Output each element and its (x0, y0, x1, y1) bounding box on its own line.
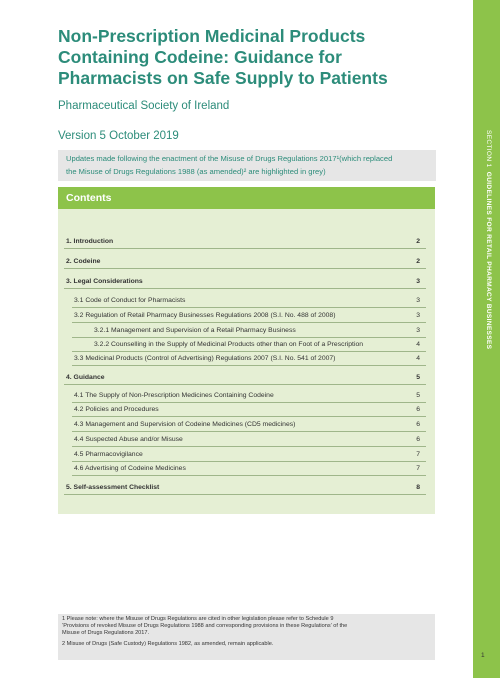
table-of-contents (58, 187, 435, 514)
toc-entry[interactable] (72, 353, 426, 366)
toc-entry-label: 4. Guidance (66, 374, 105, 381)
toc-entry[interactable] (72, 434, 426, 447)
toc-entry-page: 3 (416, 327, 420, 334)
toc-entry[interactable] (64, 482, 426, 495)
toc-entry-label: 3.1 Code of Conduct for Pharmacists (74, 297, 186, 304)
update-note-line: Updates made following the enactment of the Misuse of Drugs Regulations 2017¹(which replaced (66, 154, 393, 163)
page-number: 1 (481, 652, 485, 659)
footnote-line: 1 Please note: where the Misuse of Drugs Regulations are cited in other legislation please refer to Schedule 9 (62, 616, 334, 622)
version-label: Version 5 October 2019 (58, 130, 179, 142)
title-line: Pharmacists on Safe Supply to Patients (58, 68, 388, 88)
toc-entry[interactable] (64, 236, 426, 249)
toc-entry-label: 4.1 The Supply of Non-Prescription Medicines Containing Codeine (74, 392, 274, 399)
toc-entry-page: 4 (416, 355, 420, 362)
organization-name: Pharmaceutical Society of Ireland (58, 100, 230, 112)
title-line: Non-Prescription Medicinal Products (58, 26, 366, 46)
toc-entry-label: 1. Introduction (66, 238, 114, 245)
footnote-2: 2 Misuse of Drugs (Safe Custody) Regulations 1982, as amended, remain applicable. (62, 640, 274, 647)
toc-entry[interactable] (72, 295, 426, 308)
toc-entry-label: 4.4 Suspected Abuse and/or Misuse (74, 436, 183, 443)
toc-entry-label: 3.2 Regulation of Retail Pharmacy Businesses Regulations 2008 (S.I. No. 488 of 2008) (74, 312, 336, 319)
toc-entry-label: 4.6 Advertising of Codeine Medicines (74, 465, 186, 472)
toc-entry[interactable] (72, 310, 426, 323)
toc-entry-page: 7 (416, 451, 420, 458)
toc-entry-label: 2. Codeine (66, 258, 101, 265)
toc-entry-label: 3.3 Medicinal Products (Control of Advertising) Regulations 2007 (S.I. No. 541 of 2007) (74, 355, 336, 362)
toc-entry[interactable] (72, 404, 426, 417)
footnote-line: Misuse of Drugs Regulations 2017. (62, 630, 150, 637)
toc-entry-label: 4.5 Pharmacovigilance (74, 451, 143, 458)
toc-entry[interactable] (64, 372, 426, 385)
toc-entry[interactable] (72, 419, 426, 432)
toc-entry-label: 4.2 Policies and Procedures (74, 406, 159, 413)
toc-entry-page: 3 (416, 312, 420, 319)
sidebar-section: SECTION 1 (485, 130, 492, 168)
toc-entry-page: 3 (416, 297, 420, 304)
update-note-line: the Misuse of Drugs Regulations 1988 (as amended)² are highlighted in grey) (66, 167, 326, 176)
toc-entry-label: 3.2.2 Counselling in the Supply of Medicinal Products other than on Foot of a Prescription (94, 341, 364, 348)
toc-entry-page: 5 (416, 374, 420, 381)
toc-entry-page: 8 (416, 484, 420, 491)
toc-entry[interactable] (64, 276, 426, 289)
toc-entry-page: 6 (416, 436, 420, 443)
toc-entry[interactable] (72, 463, 426, 476)
toc-entry-label: 3. Legal Considerations (66, 278, 143, 285)
toc-entry[interactable] (72, 449, 426, 462)
toc-entry[interactable] (72, 325, 426, 338)
toc-entry-label: 4.3 Management and Supervision of Codeine Medicines (CD5 medicines) (74, 421, 296, 428)
toc-entry-page: 7 (416, 465, 420, 472)
toc-entry-page: 6 (416, 421, 420, 428)
toc-entry-page: 5 (416, 392, 420, 399)
sidebar-label (478, 130, 492, 590)
contents-heading: Contents (58, 187, 435, 209)
toc-entry-page: 4 (416, 341, 420, 348)
update-note (58, 150, 436, 181)
footnotes (58, 614, 435, 660)
sidebar-heading: GUIDELINES FOR RETAIL PHARMACY BUSINESSES (485, 171, 492, 350)
title-line: Containing Codeine: Guidance for (58, 47, 342, 67)
toc-entry[interactable] (64, 256, 426, 269)
footnote-line: ‘Provisions of revoked Misuse of Drugs Regulations 1988 and corresponding provisions in these Regulations’ of the (62, 623, 348, 630)
toc-entry-label: 3.2.1 Management and Supervision of a Retail Pharmacy Business (94, 327, 296, 334)
toc-entry-page: 2 (416, 238, 420, 245)
toc-entry-page: 6 (416, 406, 420, 413)
toc-entry[interactable] (72, 339, 426, 352)
footnote-1 (62, 616, 431, 638)
toc-entry-label: 5. Self-assessment Checklist (66, 484, 160, 491)
toc-entry[interactable] (72, 390, 426, 403)
toc-entry-page: 2 (416, 258, 420, 265)
document-title (58, 26, 448, 89)
toc-entry-page: 3 (416, 278, 420, 285)
